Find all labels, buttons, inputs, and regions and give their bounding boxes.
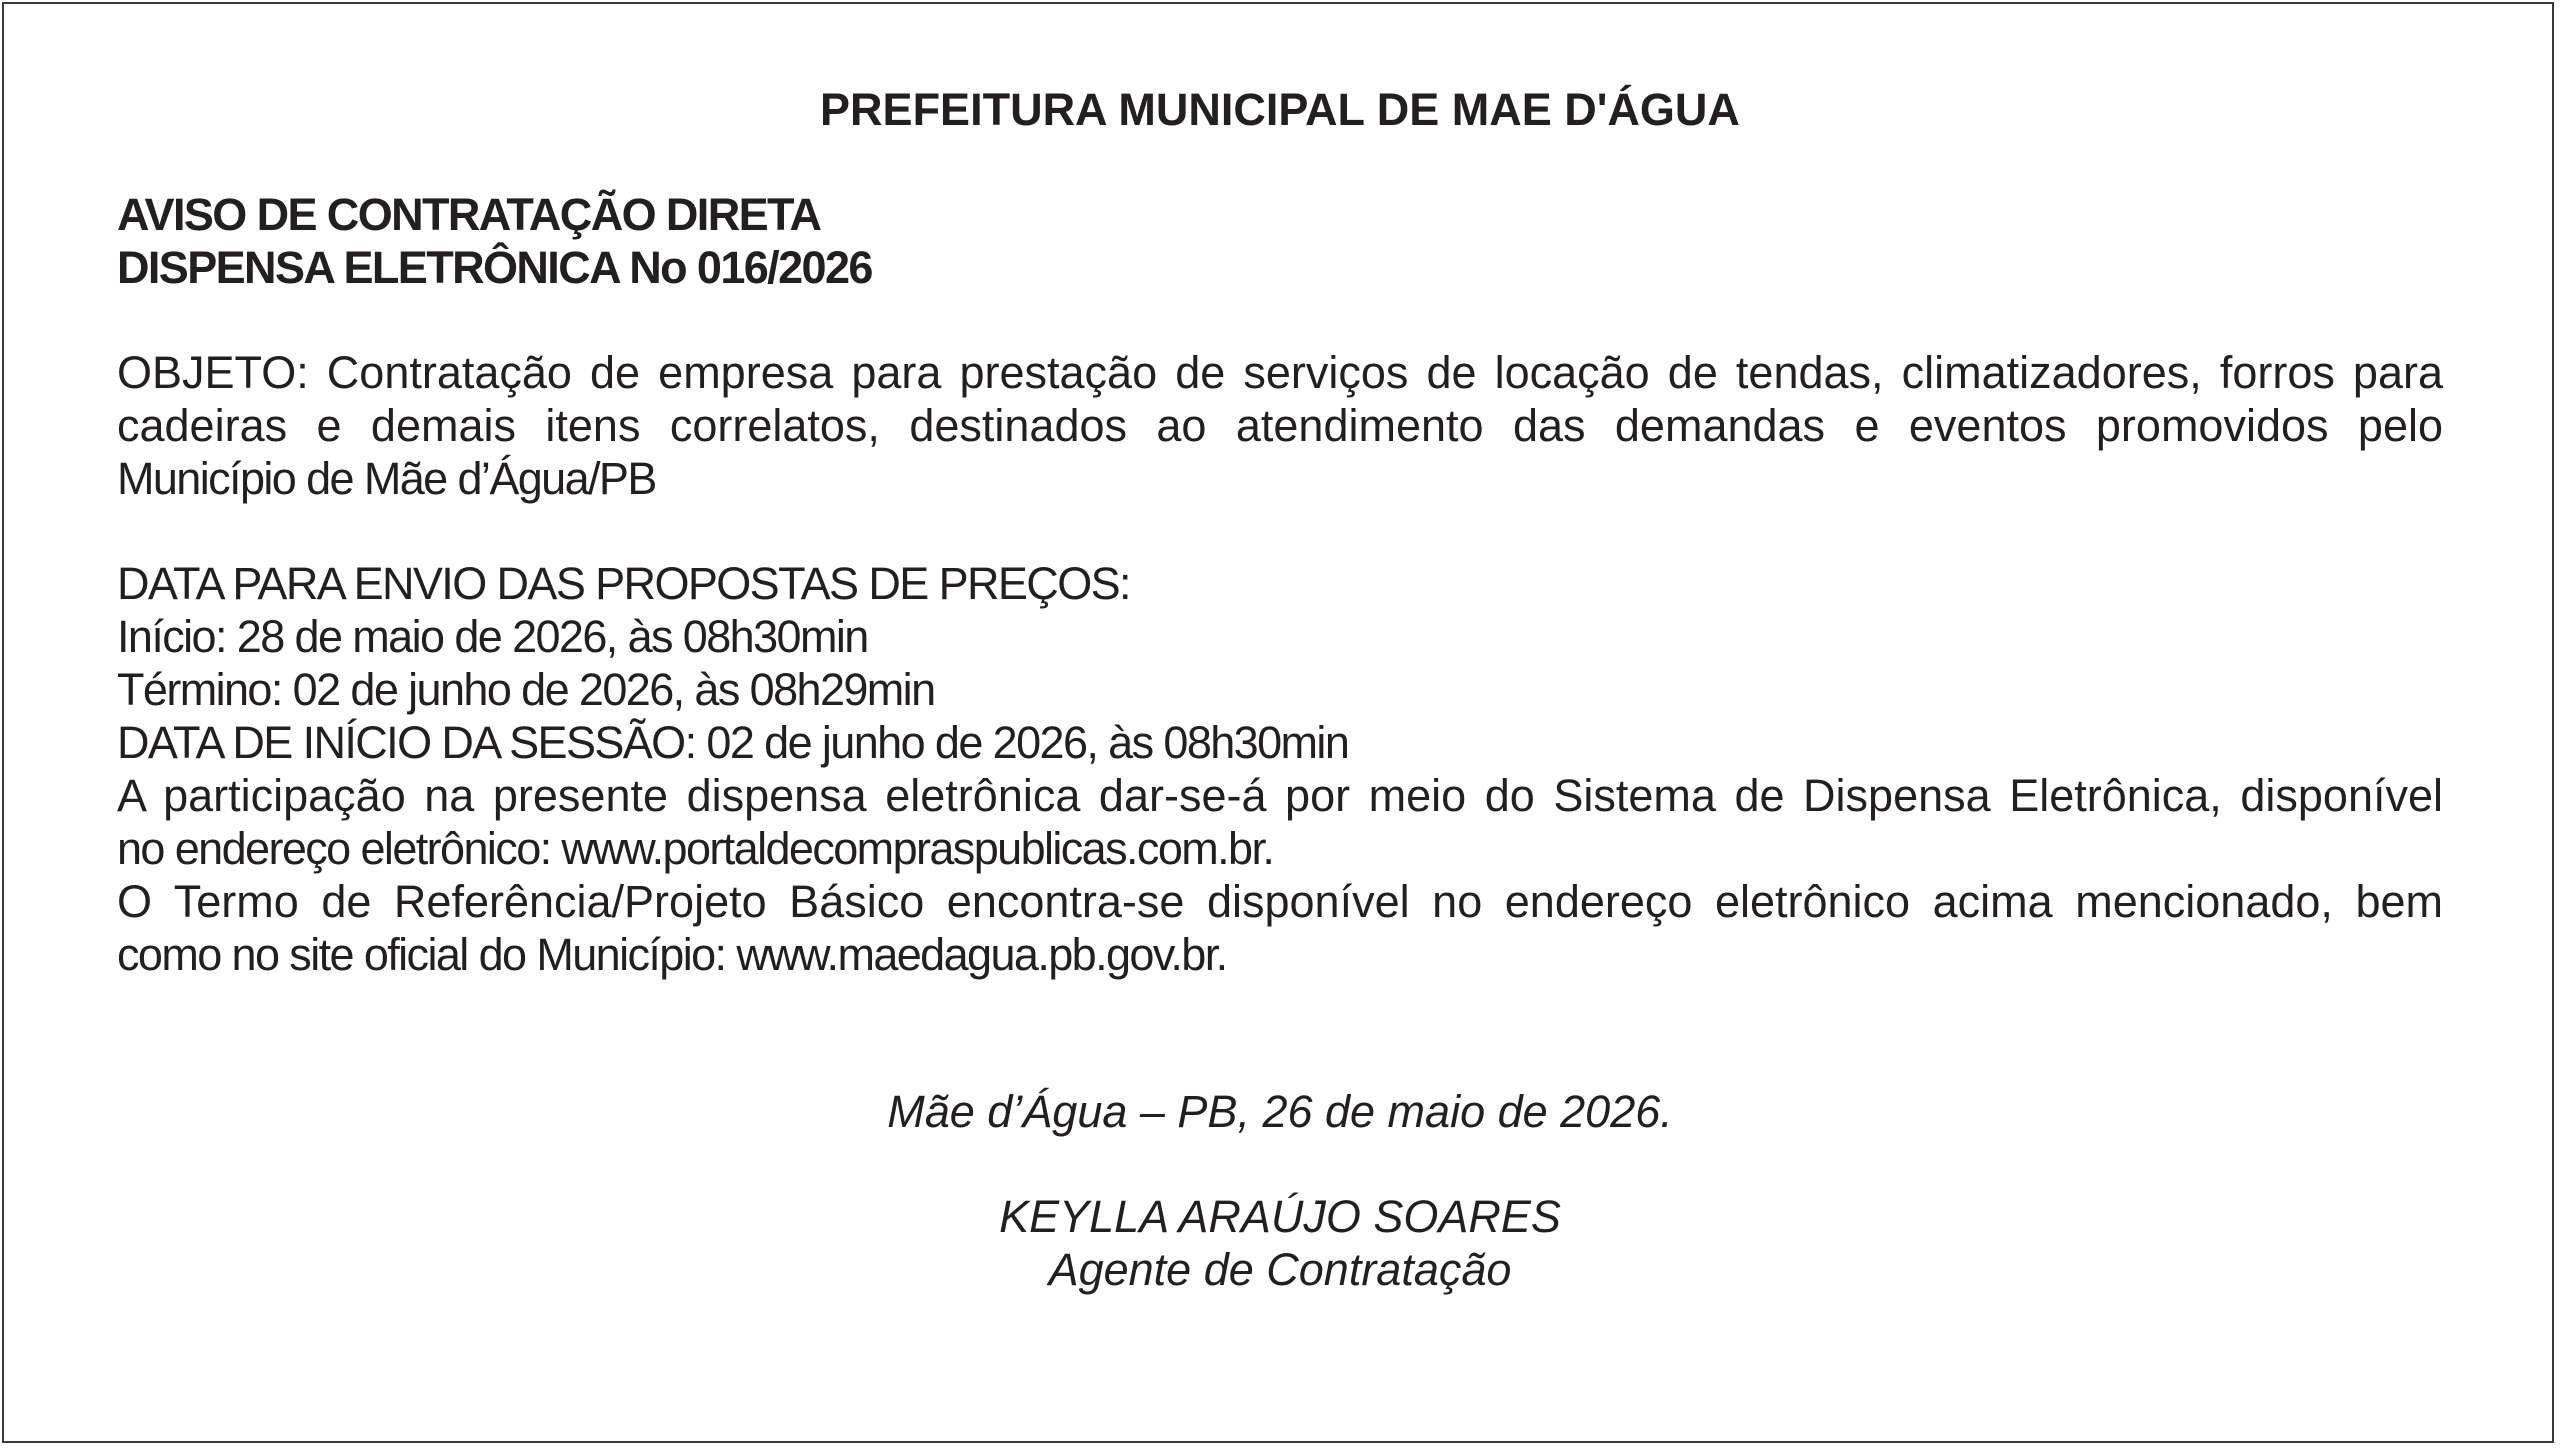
start-date: Início: 28 de maio de 2026, às 08h30min [117, 611, 868, 662]
reference-line: O Termo de Referência/Projeto Básico encontra-se disponível no endereço eletrônico acima mencionado, bem [117, 876, 2443, 927]
page-title: PREFEITURA MUNICIPAL DE MAE D'ÁGUA [820, 84, 1740, 135]
participation-line: A participação na presente dispensa eletrônica dar-se-á por meio do Sistema de Dispensa Eletrônica, disponível [117, 770, 2443, 821]
dates-heading: DATA PARA ENVIO DAS PROPOSTAS DE PREÇOS: [117, 558, 1130, 609]
notice-number: DISPENSA ELETRÔNICA No 016/2026 [117, 242, 872, 293]
signatory-role: Agente de Contratação [1048, 1244, 1512, 1295]
end-date: Término: 02 de junho de 2026, às 08h29min [117, 664, 935, 715]
session-date: DATA DE INÍCIO DA SESSÃO: 02 de junho de 2026, às 08h30min [117, 717, 1349, 768]
reference-line: como no site oficial do Município: www.maedagua.pb.gov.br. [117, 929, 1227, 980]
signatory-name: KEYLLA ARAÚJO SOARES [999, 1191, 1561, 1242]
notice-heading: AVISO DE CONTRATAÇÃO DIRETA [117, 189, 821, 240]
place-date: Mãe d’Água – PB, 26 de maio de 2026. [887, 1086, 1673, 1137]
participation-line: no endereço eletrônico: www.portaldecompraspublicas.com.br. [117, 823, 1274, 874]
objeto-line: Município de Mãe d’Água/PB [117, 453, 656, 504]
objeto-line: OBJETO: Contratação de empresa para prestação de serviços de locação de tendas, climatizadores, forros para [117, 347, 2443, 398]
objeto-line: cadeiras e demais itens correlatos, destinados ao atendimento das demandas e eventos promovidos pelo [117, 400, 2443, 451]
